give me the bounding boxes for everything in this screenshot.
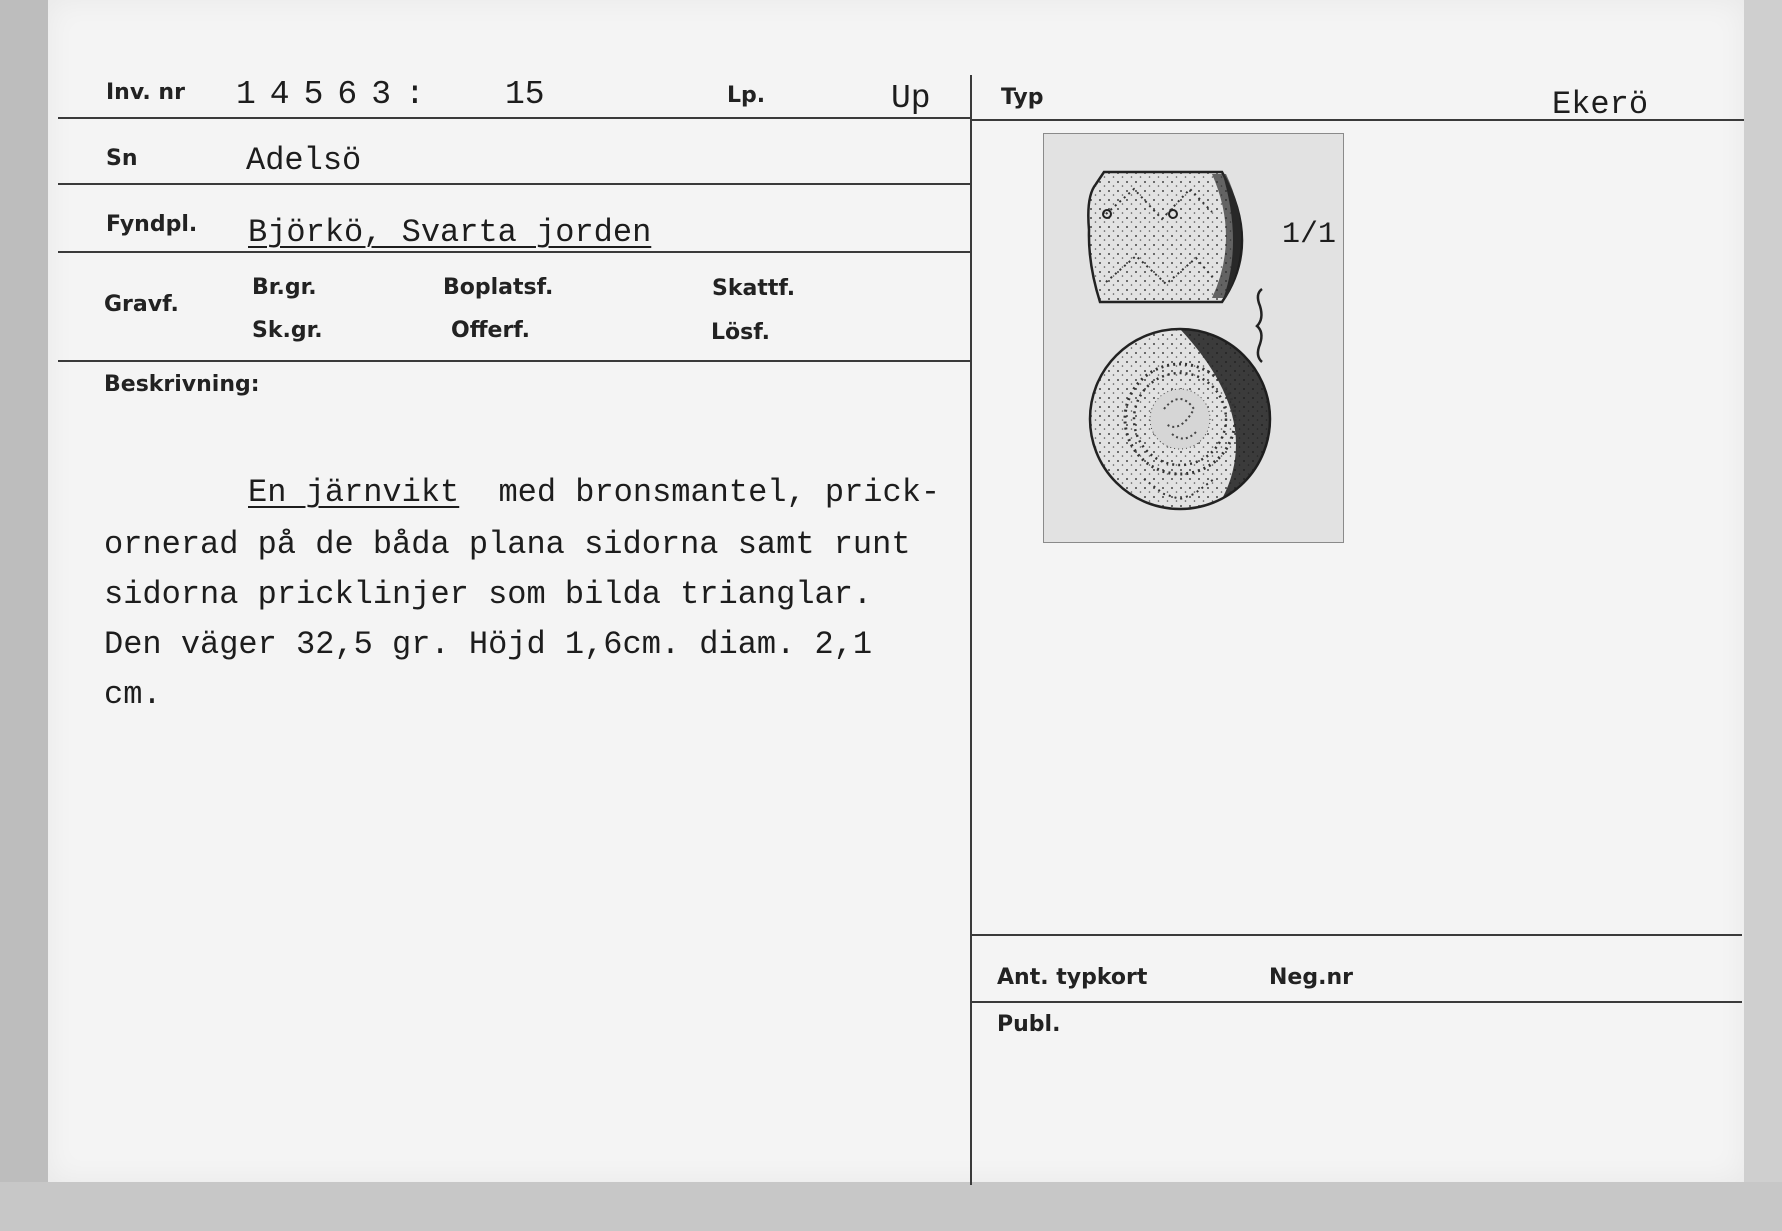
sn-label: Sn bbox=[106, 146, 138, 171]
weight-illustration bbox=[1044, 134, 1343, 542]
beskrivning-label: Beskrivning: bbox=[104, 372, 260, 397]
rule-ant-typkort-top bbox=[972, 934, 1742, 936]
skgr-label: Sk.gr. bbox=[252, 318, 323, 343]
skattf-label: Skattf. bbox=[712, 276, 796, 301]
scan-edge-bottom bbox=[0, 1182, 1782, 1231]
fyndpl-label: Fyndpl. bbox=[106, 212, 198, 237]
socken-value: Adelsö bbox=[246, 142, 362, 179]
rule-fyndpl bbox=[58, 251, 970, 253]
rule-ant-typkort-bottom bbox=[972, 1001, 1742, 1003]
brgr-label: Br.gr. bbox=[252, 275, 317, 300]
inventory-subnumber: 15 bbox=[505, 76, 545, 113]
description-line-4: Den väger 32,5 gr. Höjd 1,6cm. diam. 2,1 bbox=[104, 626, 873, 663]
ant-typkort-label: Ant. typkort bbox=[997, 965, 1148, 990]
losf-label: Lösf. bbox=[711, 320, 770, 345]
scan-edge-right bbox=[1744, 0, 1782, 1182]
inventory-number: 14563: bbox=[236, 76, 439, 113]
harad-value: Ekerö bbox=[1552, 86, 1649, 123]
rule-inv bbox=[58, 117, 970, 119]
description-line-2: ornerad på de båda plana sidorna samt runt bbox=[104, 526, 911, 563]
artifact-drawing-photo bbox=[1043, 133, 1344, 543]
card-divider-vertical bbox=[970, 75, 972, 1185]
lp-label: Lp. bbox=[727, 83, 766, 108]
boplatsf-label: Boplatsf. bbox=[443, 275, 554, 300]
landskap-value: Up bbox=[891, 80, 931, 117]
description-line-1-rest: med bronsmantel, prick- bbox=[498, 474, 941, 511]
publ-label: Publ. bbox=[997, 1012, 1061, 1037]
rule-gravf bbox=[58, 360, 970, 362]
description-line-3: sidorna pricklinjer som bilda trianglar. bbox=[104, 576, 873, 613]
typ-label: Typ bbox=[1001, 85, 1044, 110]
description-line-1 bbox=[248, 468, 940, 518]
fyndplats-value: Björkö, Svarta jorden bbox=[248, 214, 652, 251]
scale-label: 1/1 bbox=[1282, 218, 1337, 252]
offerf-label: Offerf. bbox=[451, 318, 531, 343]
gravf-label: Gravf. bbox=[104, 292, 179, 317]
description-line-5: cm. bbox=[104, 676, 162, 713]
description-title: En järnvikt bbox=[248, 474, 460, 511]
negnr-label: Neg.nr bbox=[1269, 965, 1353, 990]
inv-nr-label: Inv. nr bbox=[106, 80, 185, 105]
rule-sn bbox=[58, 183, 970, 185]
